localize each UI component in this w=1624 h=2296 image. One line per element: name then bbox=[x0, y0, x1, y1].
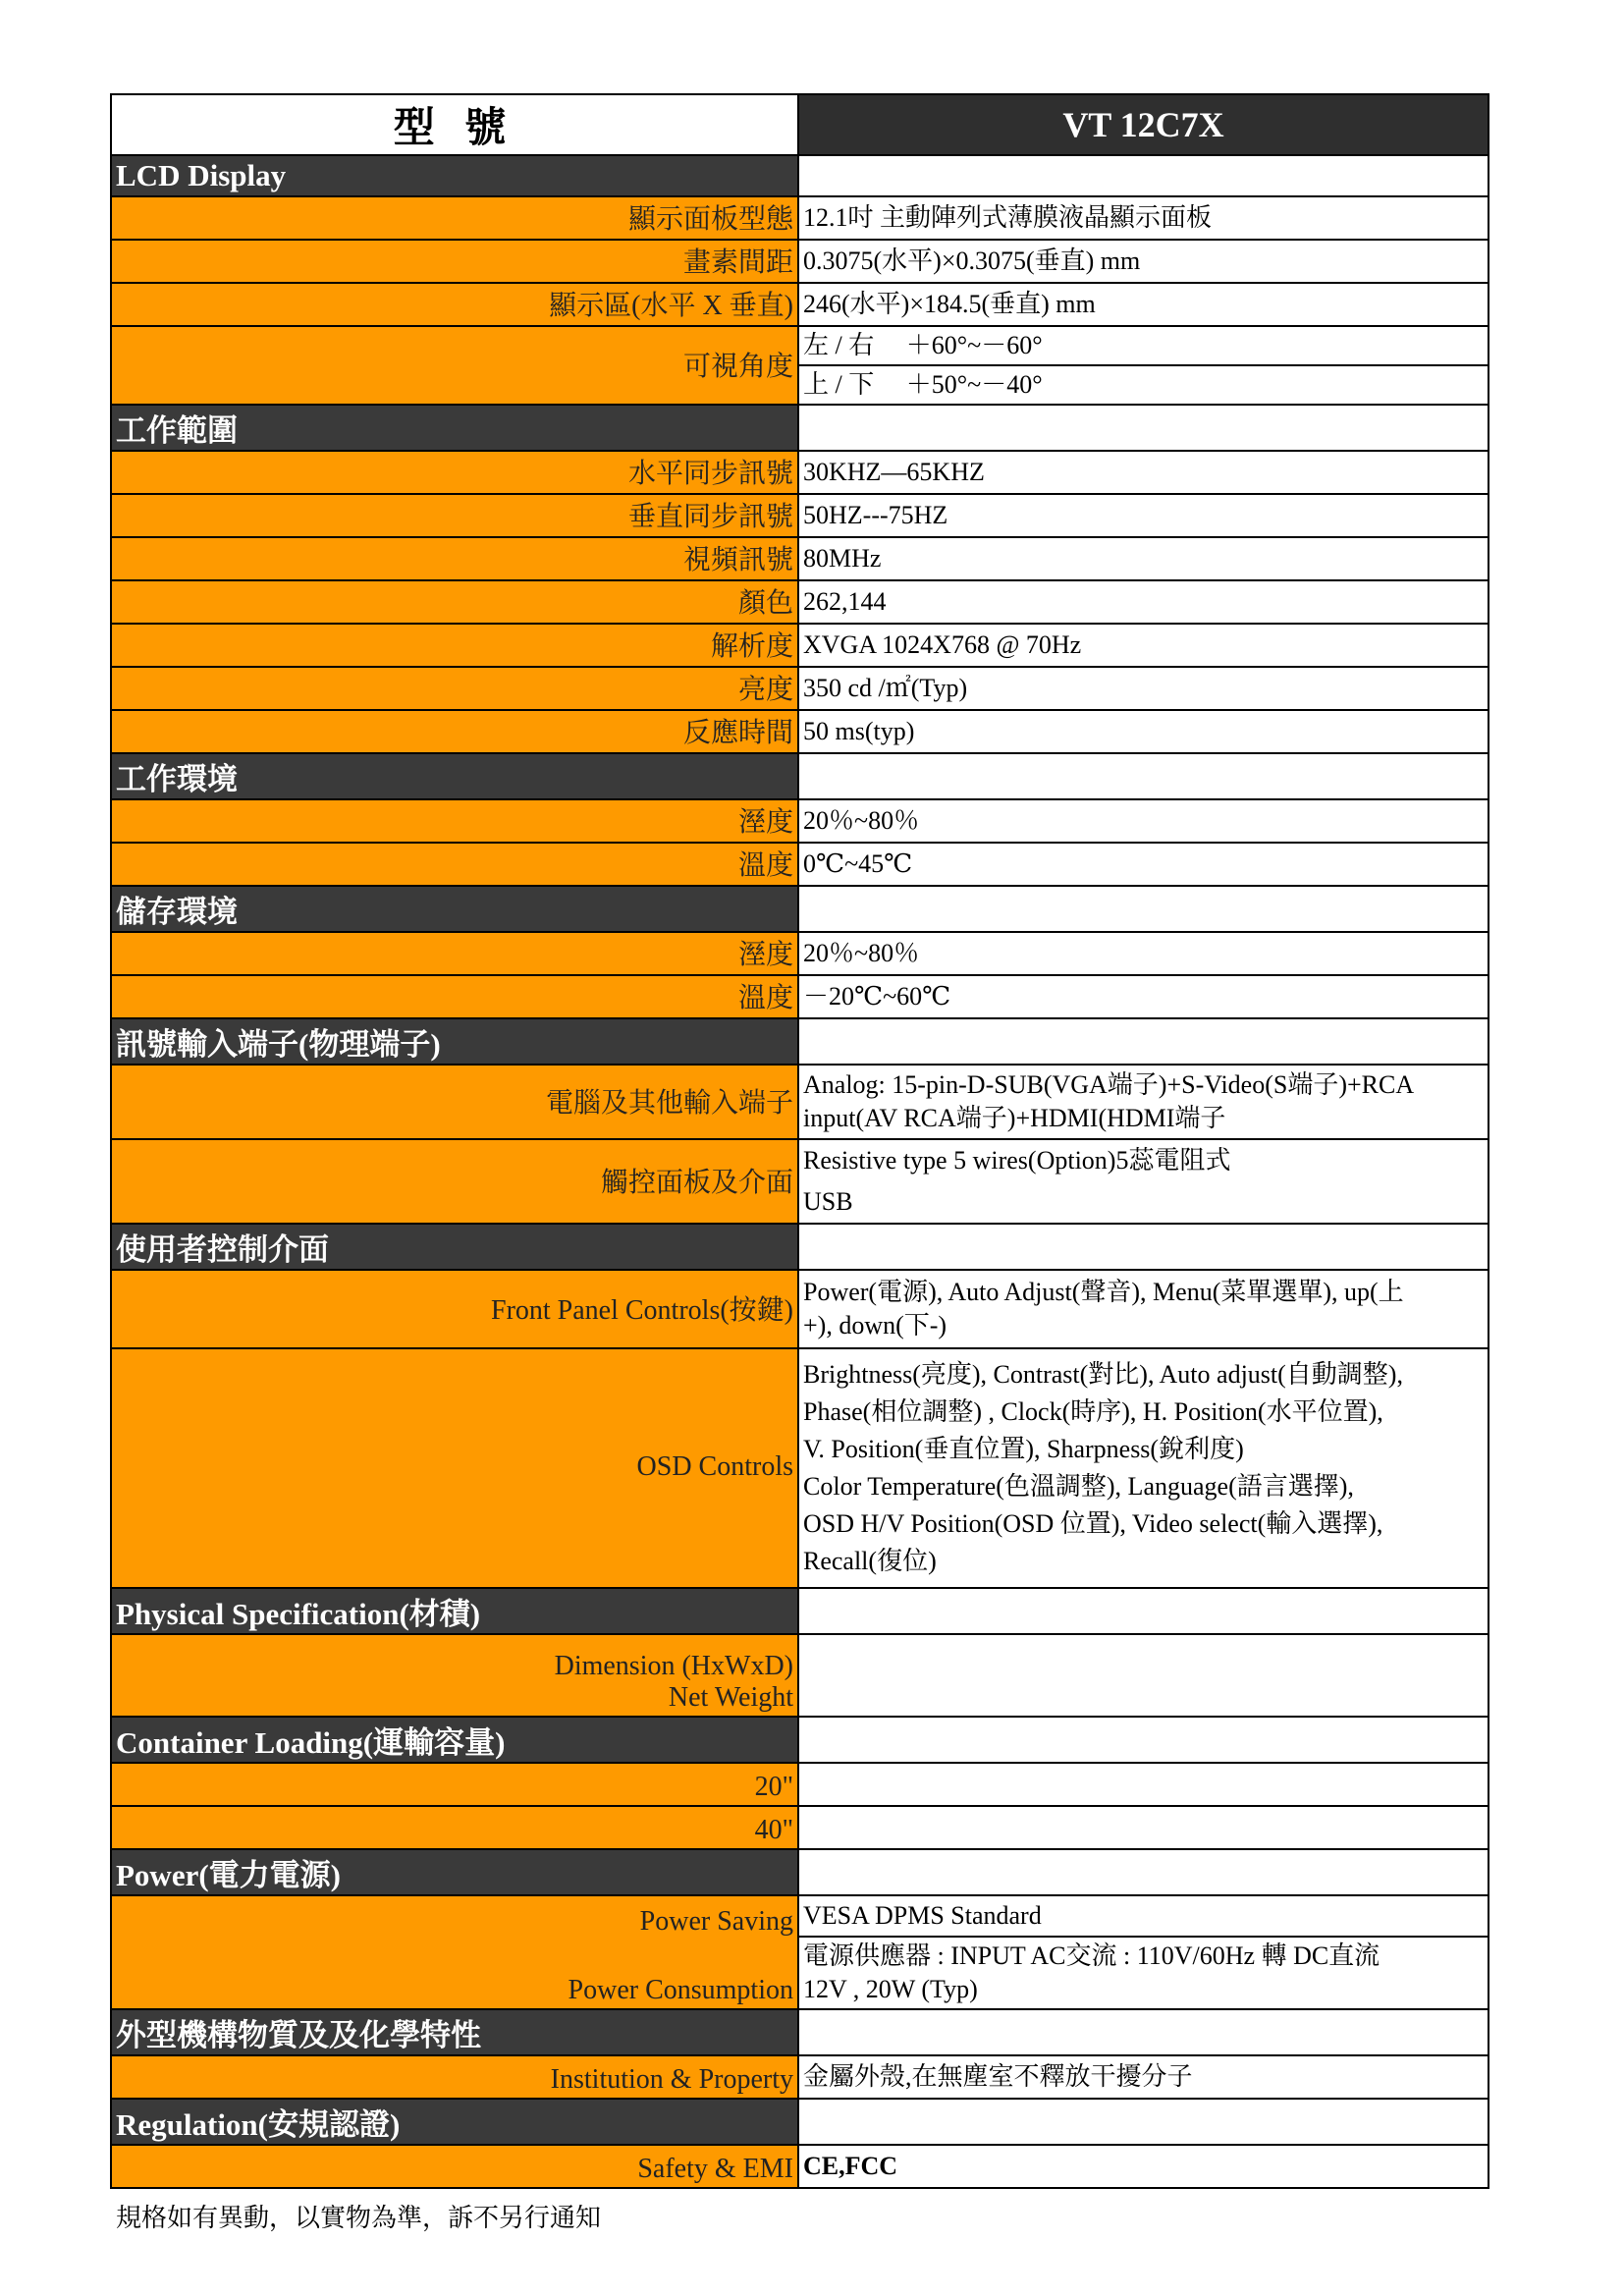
section-title-user-control: 使用者控制介面 bbox=[111, 1224, 798, 1270]
spec-row bbox=[111, 1065, 1489, 1139]
spec-value-line: Power(電源), Auto Adjust(聲音), Menu(菜單選單), up(上 bbox=[803, 1278, 1404, 1306]
spec-value-line: Analog: 15-pin-D-SUB(VGA端子)+S-Video(S端子)+RCA bbox=[803, 1070, 1415, 1099]
spec-value-line: Recall(復位) bbox=[803, 1547, 937, 1575]
spec-value bbox=[798, 1763, 1489, 1806]
spec-label: 40" bbox=[111, 1806, 798, 1849]
spec-value-line: Phase(相位調整) , Clock(時序), H. Position(水平位置), bbox=[803, 1397, 1383, 1426]
spec-value: 20％~80％ bbox=[798, 799, 1489, 843]
spec-row bbox=[111, 2055, 1489, 2099]
header-row bbox=[111, 94, 1489, 155]
spec-value: 50HZ---75HZ bbox=[798, 494, 1489, 537]
spec-label-line: Dimension (HxWxD) bbox=[554, 1651, 793, 1681]
spec-value: 左 / 右 ＋60°~－60° bbox=[798, 326, 1489, 365]
section-title-power: Power(電力電源) bbox=[111, 1849, 798, 1895]
spec-value-line: OSD H/V Position(OSD 位置), Video select(輸入選擇), bbox=[803, 1509, 1383, 1538]
spec-row bbox=[111, 1895, 1489, 1937]
spec-label: 畫素間距 bbox=[111, 240, 798, 283]
spec-row bbox=[111, 624, 1489, 667]
spec-value: XVGA 1024X768 @ 70Hz bbox=[798, 624, 1489, 667]
spec-value: 0.3075(水平)×0.3075(垂直) mm bbox=[798, 240, 1489, 283]
spec-label: 解析度 bbox=[111, 624, 798, 667]
spec-row bbox=[111, 2145, 1489, 2188]
section-operating bbox=[111, 405, 1489, 451]
spec-label: OSD Controls bbox=[111, 1348, 798, 1588]
spec-row bbox=[111, 667, 1489, 710]
spec-value: 50 ms(typ) bbox=[798, 710, 1489, 753]
section-user-control bbox=[111, 1224, 1489, 1270]
spec-value: 80MHz bbox=[798, 537, 1489, 580]
spec-value bbox=[798, 1139, 1489, 1224]
spec-label: 反應時間 bbox=[111, 710, 798, 753]
spec-value: 30KHZ—65KHZ bbox=[798, 451, 1489, 494]
spec-row bbox=[111, 843, 1489, 886]
spec-label-line: Net Weight bbox=[668, 1682, 793, 1713]
section-regulation bbox=[111, 2099, 1489, 2145]
spec-row bbox=[111, 240, 1489, 283]
model-label: 型 號 bbox=[111, 94, 798, 155]
spec-label: 水平同步訊號 bbox=[111, 451, 798, 494]
model-value: VT 12C7X bbox=[798, 94, 1489, 155]
spec-row bbox=[111, 580, 1489, 624]
spec-label: 顯示面板型態 bbox=[111, 196, 798, 240]
spec-value bbox=[798, 1348, 1489, 1588]
spec-value: 350 cd /㎡(Typ) bbox=[798, 667, 1489, 710]
spec-row bbox=[111, 196, 1489, 240]
spec-value: 262,144 bbox=[798, 580, 1489, 624]
spec-label: 溼度 bbox=[111, 932, 798, 975]
footnote: 規格如有異動，以實物為準，訴不另行通知 bbox=[116, 2204, 602, 2232]
spec-label: 溫度 bbox=[111, 975, 798, 1018]
spec-row bbox=[111, 1634, 1489, 1717]
section-container bbox=[111, 1717, 1489, 1763]
spec-row bbox=[111, 494, 1489, 537]
spec-value: CE,FCC bbox=[798, 2145, 1489, 2188]
spec-value: 12.1吋 主動陣列式薄膜液晶顯示面板 bbox=[798, 196, 1489, 240]
spec-value bbox=[798, 1806, 1489, 1849]
section-input bbox=[111, 1018, 1489, 1065]
spec-value: VESA DPMS Standard bbox=[798, 1895, 1489, 1937]
spec-label: 可視角度 bbox=[111, 326, 798, 405]
spec-value-line: USB bbox=[803, 1187, 853, 1216]
section-title-lcd: LCD Display bbox=[111, 155, 798, 196]
spec-label: 顏色 bbox=[111, 580, 798, 624]
section-title-physical: Physical Specification(材積) bbox=[111, 1588, 798, 1634]
spec-row bbox=[111, 283, 1489, 326]
spec-label: Safety & EMI bbox=[111, 2145, 798, 2188]
spec-label: 亮度 bbox=[111, 667, 798, 710]
section-material bbox=[111, 2009, 1489, 2055]
spec-value-line: 12V , 20W (Typ) bbox=[803, 1975, 978, 2003]
spec-label: Front Panel Controls(按鍵) bbox=[111, 1270, 798, 1348]
spec-row bbox=[111, 326, 1489, 365]
spec-row bbox=[111, 1348, 1489, 1588]
spec-value-line: 電源供應器 : INPUT AC交流 : 110V/60Hz 轉 DC直流 bbox=[803, 1941, 1380, 1970]
spec-label: 20" bbox=[111, 1763, 798, 1806]
section-power bbox=[111, 1849, 1489, 1895]
spec-label: 視頻訊號 bbox=[111, 537, 798, 580]
spec-row bbox=[111, 537, 1489, 580]
section-title-input: 訊號輸入端子(物理端子) bbox=[111, 1018, 798, 1065]
spec-label: 垂直同步訊號 bbox=[111, 494, 798, 537]
spec-label-line: Power Saving bbox=[639, 1906, 793, 1937]
spec-value-line: Color Temperature(色溫調整), Language(語言選擇), bbox=[803, 1472, 1354, 1501]
spec-row bbox=[111, 1139, 1489, 1224]
spec-row bbox=[111, 799, 1489, 843]
spec-value: 20％~80％ bbox=[798, 932, 1489, 975]
spec-label: 溫度 bbox=[111, 843, 798, 886]
spec-value: 246(水平)×184.5(垂直) mm bbox=[798, 283, 1489, 326]
section-title-container: Container Loading(運輸容量) bbox=[111, 1717, 798, 1763]
spec-value: 0℃~45℃ bbox=[798, 843, 1489, 886]
spec-value: －20℃~60℃ bbox=[798, 975, 1489, 1018]
spec-label: Institution & Property bbox=[111, 2055, 798, 2099]
section-title-operating: 工作範圍 bbox=[111, 405, 798, 451]
spec-row bbox=[111, 1806, 1489, 1849]
spec-value bbox=[798, 1937, 1489, 2009]
spec-value bbox=[798, 1270, 1489, 1348]
spec-value: 金屬外殼,在無塵室不釋放干擾分子 bbox=[798, 2055, 1489, 2099]
section-title-work-env: 工作環境 bbox=[111, 753, 798, 799]
spec-label-line: Power Consumption bbox=[568, 1975, 793, 2005]
spec-value-line: +), down(下-) bbox=[803, 1311, 947, 1339]
spec-label: 電腦及其他輸入端子 bbox=[111, 1065, 798, 1139]
spec-label bbox=[111, 1634, 798, 1717]
spec-row bbox=[111, 710, 1489, 753]
spec-row bbox=[111, 1763, 1489, 1806]
section-physical bbox=[111, 1588, 1489, 1634]
spec-value-line: V. Position(垂直位置), Sharpness(銳利度) bbox=[803, 1435, 1244, 1463]
spec-label: 溼度 bbox=[111, 799, 798, 843]
spec-value bbox=[798, 1065, 1489, 1139]
spec-row bbox=[111, 451, 1489, 494]
spec-value-line: input(AV RCA端子)+HDMI(HDMI端子 bbox=[803, 1104, 1226, 1132]
section-title-regulation: Regulation(安規認證) bbox=[111, 2099, 798, 2145]
section-title-storage-env: 儲存環境 bbox=[111, 886, 798, 932]
spec-row bbox=[111, 1270, 1489, 1348]
section-storage-env bbox=[111, 886, 1489, 932]
spec-table bbox=[110, 93, 1489, 2189]
section-title-material: 外型機構物質及及化學特性 bbox=[111, 2009, 798, 2055]
spec-row bbox=[111, 932, 1489, 975]
spec-label bbox=[111, 1895, 798, 2009]
spec-value bbox=[798, 1634, 1489, 1717]
spec-value: 上 / 下 ＋50°~－40° bbox=[798, 365, 1489, 405]
section-lcd bbox=[111, 155, 1489, 196]
spec-label: 顯示區(水平 X 垂直) bbox=[111, 283, 798, 326]
spec-value-line: Brightness(亮度), Contrast(對比), Auto adjust(自動調整), bbox=[803, 1360, 1403, 1389]
spec-label: 觸控面板及介面 bbox=[111, 1139, 798, 1224]
spec-value-line: Resistive type 5 wires(Option)5蕊電阻式 bbox=[803, 1146, 1231, 1175]
section-work-env bbox=[111, 753, 1489, 799]
spec-row bbox=[111, 975, 1489, 1018]
